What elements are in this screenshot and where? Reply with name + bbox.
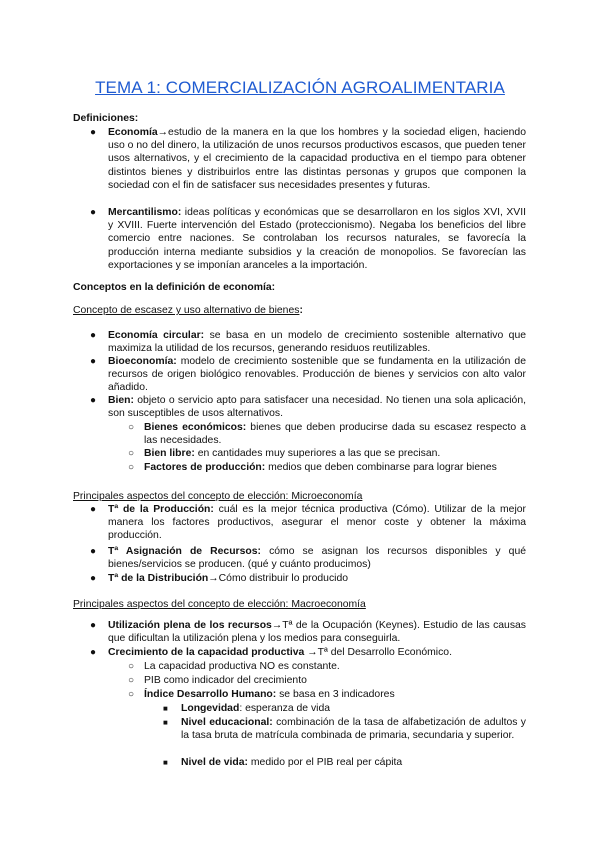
definition-text: ideas políticas y económicas que se desarrollaron en los siglos XVI, XVII y XVIII. Fuerte intervención del Estado (proteccionismo). Negaba los beneficios del libre comercio entre naciones. Se controlaban los recursos naturales, se favorecía la producción interna mediante subsidios y la creación de monopolios. Se favorecían las exportaciones y se imponían aranceles a la importación. — [108, 207, 527, 271]
concept-utilizacion-plena — [108, 619, 526, 645]
bullet-disc: ● — [90, 620, 97, 631]
colon: : — [299, 305, 303, 316]
term: Bien libre: — [144, 448, 195, 459]
concept-longevidad — [181, 702, 526, 715]
bullet-disc: ● — [90, 356, 97, 367]
concept-bienes-economicos — [144, 421, 526, 447]
page-title: TEMA 1: COMERCIALIZACIÓN AGROALIMENTARIA — [95, 78, 505, 97]
arrow: → — [157, 127, 169, 138]
concept-economia-circular — [108, 329, 526, 355]
concept-text: bienes que deben producirse dada su escasez respecto a las necesidades. — [144, 422, 526, 447]
concept-text: cómo se asignan los recursos disponibles y qué bienes/servicios se producen. (qué y cuánto producimos) — [108, 546, 526, 571]
concept-bioeconomia — [108, 355, 526, 395]
bullet-disc: ● — [90, 127, 97, 138]
bullet-disc: ● — [90, 504, 97, 515]
concept-indice-desarrollo-humano — [144, 688, 526, 701]
definition-text: estudio de la manera en la que los hombres y la sociedad eligen, haciendo uso o no del dinero, la utilización de unos recursos productivos escasos, que pueden tener usos alternativos, y el crecimiento de la capacidad productiva en el tiempo para obtener distintos bienes y distribuirlos entre las distintas personas y grupos que componen la sociedad con el fin de satisfacer sus necesidades presentes y futuras. — [108, 127, 526, 191]
term: Tª de la Distribución — [108, 573, 209, 584]
concept-teoria-produccion — [108, 503, 526, 543]
bullet-circle: ○ — [128, 448, 135, 459]
bullet-disc: ● — [90, 395, 97, 406]
bullet-disc: ● — [90, 546, 97, 557]
term: Utilización plena de los recursos — [108, 620, 272, 631]
arrow: → — [307, 647, 318, 658]
bullet-square: ■ — [163, 718, 168, 727]
concept-nivel-educacional — [181, 716, 526, 742]
micro-heading: Principales aspectos del concepto de elección: Microeconomía — [73, 491, 363, 502]
bullet-disc: ● — [90, 207, 97, 218]
concept-text: medido por el PIB real per cápita — [250, 757, 403, 768]
escasez-heading — [73, 304, 303, 317]
concept-text: combinación de la tasa de alfabetización de adultos y la tasa bruta de matrícula combinada de primaria, secundaria y superior. — [181, 717, 526, 742]
concept-text: modelo de crecimiento sostenible que se fundamenta en la utilización de recursos de origen biológico renovables. Producción de bienes y servicios con alto valor añadido. — [108, 356, 526, 394]
concept-text: objeto o servicio apto para satisfacer una necesidad. No tienen una sola aplicación, son susceptibles de usos alternativos. — [108, 395, 526, 420]
concept-text: : esperanza de vida — [239, 703, 331, 714]
concept-nivel-vida — [181, 756, 526, 769]
bullet-circle: ○ — [128, 689, 135, 700]
concept-pib-indicador: PIB como indicador del crecimiento — [144, 675, 307, 686]
term: Crecimiento de la capacidad productiva — [108, 647, 305, 658]
concept-text: Tª del Desarrollo Económico. — [317, 647, 452, 658]
bullet-circle: ○ — [128, 675, 135, 686]
arrow: → — [271, 620, 283, 631]
definition-economia — [108, 126, 526, 192]
term: Índice Desarrollo Humano: — [144, 689, 277, 700]
concept-bien-libre — [144, 447, 526, 460]
concept-text: Cómo distribuir lo producido — [218, 573, 349, 584]
bullet-disc: ● — [90, 330, 97, 341]
bullet-disc: ● — [90, 647, 97, 658]
term: Nivel de vida: — [181, 757, 248, 768]
term: Mercantilismo: — [108, 207, 182, 218]
term: Economía circular: — [108, 330, 205, 341]
conceptos-heading: Conceptos en la definición de economía: — [73, 282, 276, 293]
term: Longevidad — [181, 703, 240, 714]
term: Nivel educacional: — [181, 717, 273, 728]
bullet-square: ■ — [163, 704, 168, 713]
concept-text: Tª de la Ocupación (Keynes). Estudio de las causas que dificultan la utilización plena y los medios para conseguirla. — [108, 620, 526, 645]
concept-text: en cantidades muy superiores a las que se precisan. — [197, 448, 441, 459]
macro-heading: Principales aspectos del concepto de elección: Macroeconomía — [73, 599, 366, 610]
concept-text: se basa en un modelo de crecimiento sostenible alternativo que maximiza la utilidad de los recursos, generando residuos reutilizables. — [108, 330, 527, 355]
concept-text: medios que deben combinarse para lograr bienes — [268, 462, 497, 473]
concept-asignacion-recursos — [108, 545, 526, 571]
concept-factores-produccion — [144, 461, 534, 474]
concept-capacidad-no-constante: La capacidad productiva NO es constante. — [144, 661, 340, 672]
arrow: → — [208, 573, 219, 584]
bullet-disc: ● — [90, 573, 97, 584]
bullet-circle: ○ — [128, 422, 135, 433]
term: Bioeconomía: — [108, 356, 177, 367]
bullet-circle: ○ — [128, 462, 135, 473]
concept-bien — [108, 394, 526, 420]
concept-text: cuál es la mejor técnica productiva (Cómo). Utilizar de la mejor manera los factores productivos, asegurar el menor coste y obtener la máxima producción. — [108, 504, 526, 542]
term: Tª Asignación de Recursos: — [108, 546, 261, 557]
term: Bienes económicos: — [144, 422, 247, 433]
bullet-square: ■ — [163, 758, 168, 767]
concept-text: se basa en 3 indicadores — [279, 689, 395, 700]
escasez-heading-text: Concepto de escasez y uso alternativo de bienes — [73, 305, 300, 316]
term: Economía — [108, 127, 158, 138]
concept-crecimiento — [108, 646, 526, 659]
term: Tª de la Producción: — [108, 504, 214, 515]
definition-mercantilismo — [108, 206, 526, 272]
term: Bien: — [108, 395, 134, 406]
term: Factores de producción: — [144, 462, 266, 473]
bullet-circle: ○ — [128, 661, 135, 672]
concept-distribucion — [108, 572, 526, 585]
definiciones-heading: Definiciones: — [73, 113, 139, 124]
